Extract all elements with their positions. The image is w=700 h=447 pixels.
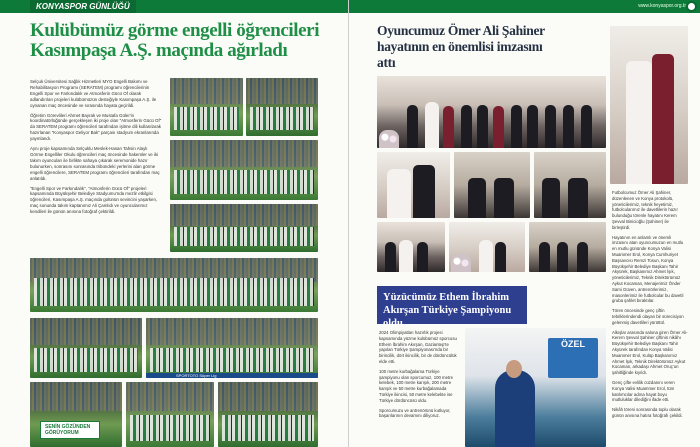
paragraph: Hayatının en anlamlı ve önemli imzasını atan oyuncumuzun en mutlu en mutlu gününde Konya Valisi Muammer Erol, Konya Cumhuriyet Başsavcısı Remzi Tosun, Konya Büyükşehir Belediye Başkanı Tahir Akyürek, Başkanımız Ahmet İşık, yöneticilerimiz, Teknik Direktörümüz Aykut Kocaman, Menajerimiz Önder Sami Güven, antrenörlerimiz, masonlerimiz ile futbolcular bu davetli gruba şahlet bıraktılar. <box>612 234 684 304</box>
article-title: Oyuncumuz Ömer Ali Şahiner hayatının en önemlisi imzasını attı <box>377 23 545 70</box>
photo-celebration <box>218 382 318 447</box>
article-title: Kulübümüz görme engelli öğrencileri Kasımpaşa A.Ş. maçında ağırladı <box>30 20 320 61</box>
event-banner: ÖZEL <box>548 338 598 378</box>
paragraph: Alkışlar arasında salona giren Ömer Ali-Kerem Şevval Şahiner çiftinin nikâhı Büyükşehir Belediye Başkanı Tahir Akyürek tarafından Konya Valisi Muammer Erol, Kulüp Başkanımız Ahmet İşık, Teknik Direktörümüz Aykut Kocaman, arkadaşı Ahmet Oruç'un şahitliğinde kıyıldı. <box>612 329 688 376</box>
paragraph: 100 metre kurbağalama Türkiye şampiyonu olan sporcumuz, 100 metre kelebek, 100 metre karışık, 200 metre karışık ve 50 metre kurbağalamada Türkiye ikincisi, 50 metre kelebekte ise Türkiye dördüncüsü oldu. <box>379 368 454 403</box>
sport-title: Yüzücümüz Ethem İbrahim Akırşan Türkiye Şampiyonu oldu <box>377 286 527 324</box>
sport-body <box>379 330 459 423</box>
left-page <box>0 0 349 447</box>
supporters-sign: SENİN GÖZÜNDEN GÖRÜYORUM <box>40 421 100 439</box>
paragraph: Futbolcumuz Ömer Ali Şahiner, düzenlenen ve Konya protokolü, yöneticilerimiz, teknik heyetimiz, futbolcularımız ile davetlilerin hazır bulunduğu törenle hayatını Kerem Şevval Binicioğlu (Şahiner) ile birleştirdi. <box>612 190 678 230</box>
photo-lineup-left <box>30 318 142 378</box>
article-body <box>30 79 162 219</box>
photo-players-kids <box>170 78 243 136</box>
ad-board: SPORTOTO Süper Lig <box>146 373 318 378</box>
photo-couple-closeup <box>377 152 450 218</box>
photo-guests-right <box>529 222 606 272</box>
article-body <box>612 190 688 423</box>
photo-ceremony <box>170 140 318 200</box>
section-header <box>349 0 700 13</box>
paragraph: Nikâh töreni sonrasında toplu olarak günün anısına hatıra fotoğrafı çekildi. <box>612 407 683 418</box>
photo-officials <box>534 152 606 218</box>
paragraph: Sporcumuzu ve antrenörünü kutluyor, başarılarının devamını diliyoruz. <box>379 407 451 419</box>
paragraph: Selçuk Üniversitesi Sağlık Hizmetleri MYO Engelli Bakımı ve Rehabilitasyon Programı (SERATEM) programı öğrencilerinin Engelli Spor ve Farkındalık ve Atmosferin Gücü Of olarak adlandırılan projeleri kulübümüzün desteğiyle Kasımpaşa A.Ş. ile oynanan maç öncesinde ve sırasında hayata geçirildi. <box>30 79 157 108</box>
section-tab: KONYASPOR GÜNLÜĞÜ <box>30 0 136 13</box>
club-logo-icon <box>686 1 697 12</box>
paragraph: 2024 Olimpiyatları hazırlık projesi kapsamında yüzme kulübümüz sporcusu Ethem İbrahim Akırşan, Gaziantep'te yapılan Türkiye Şampiyonası'nda bir birincilik, dört ikincilik, bir de dördüncülük elde etti. <box>379 330 457 364</box>
photo-guests-left <box>377 222 445 272</box>
paragraph: Aynı proje kapsamında Selçuklu Meslek-Hasan Tahsin Alaylı Görme Engelliler Okulu öğrencileri maç öncesinde hakemler ve iki takım oyuncuları ile birlikte sahaya çıkarak seremonide hazır bulunurken, sonrasını sonrasında tribündeki yerlerini alan görme engelli öğrencilere, SERATEM programı öğrencileri tarafından maç anlatıldı. <box>30 146 160 181</box>
photo-guests-mid <box>449 222 525 272</box>
paragraph: Öğretim Görevlileri Ahmet Bayrak ve Mustafa Güler'in koordinatörlüğünde gerçekleşen iki proje olan "Atmosferin Gücü Of" da SERATEM programı öğrencileri tarafından işitme dili kullanılarak hazırlanan "Konyaspor Geliyor Bak" parçası stadyum ekranlarında yayınlandı. <box>30 112 162 142</box>
right-page <box>349 0 700 447</box>
photo-signing <box>454 152 530 218</box>
photo-ceremony-group <box>377 76 606 148</box>
website-label: www.konyaspor.org.tr <box>638 3 686 9</box>
section-header <box>0 0 348 13</box>
photo-swimmer <box>465 328 606 447</box>
page-marker <box>4 1 22 12</box>
photo-kids-field <box>170 204 318 252</box>
paragraph: Tören öncesinde genç çiftin tebriklerindendi olayan bir sürecisiyon gelenmiş davetlileri yürüttül. <box>612 308 684 325</box>
photo-stands <box>126 382 214 447</box>
photo-team-wide <box>30 258 318 312</box>
paragraph: Genç çifte evlilik cüzdanını veren Konya Valisi Muammer Erol, tüm katılımcılar adına hayat boyu mutluluklar dilediğini ifade etti. <box>612 379 675 403</box>
photo-couple-portrait <box>610 26 688 184</box>
photo-lineup-right <box>146 318 318 378</box>
photo-walkout <box>246 78 318 136</box>
paragraph: "Engelli Spor ve Farkındalık", "Atmosferin Gücü Of" projeleri kapsamında Büyükşehir Belediye Stadyumu'nda mezlir etkilgisi öğrencileri, Kasımpaşa A.Ş. maçında golünün sevincini yaşarken, maç sonunda takım kaptanımız Ali Çamlıdı ve oyuncularımız kendileri ile günün anısına fotoğraf çektirildi. <box>30 185 158 215</box>
photo-supporters <box>30 382 122 447</box>
